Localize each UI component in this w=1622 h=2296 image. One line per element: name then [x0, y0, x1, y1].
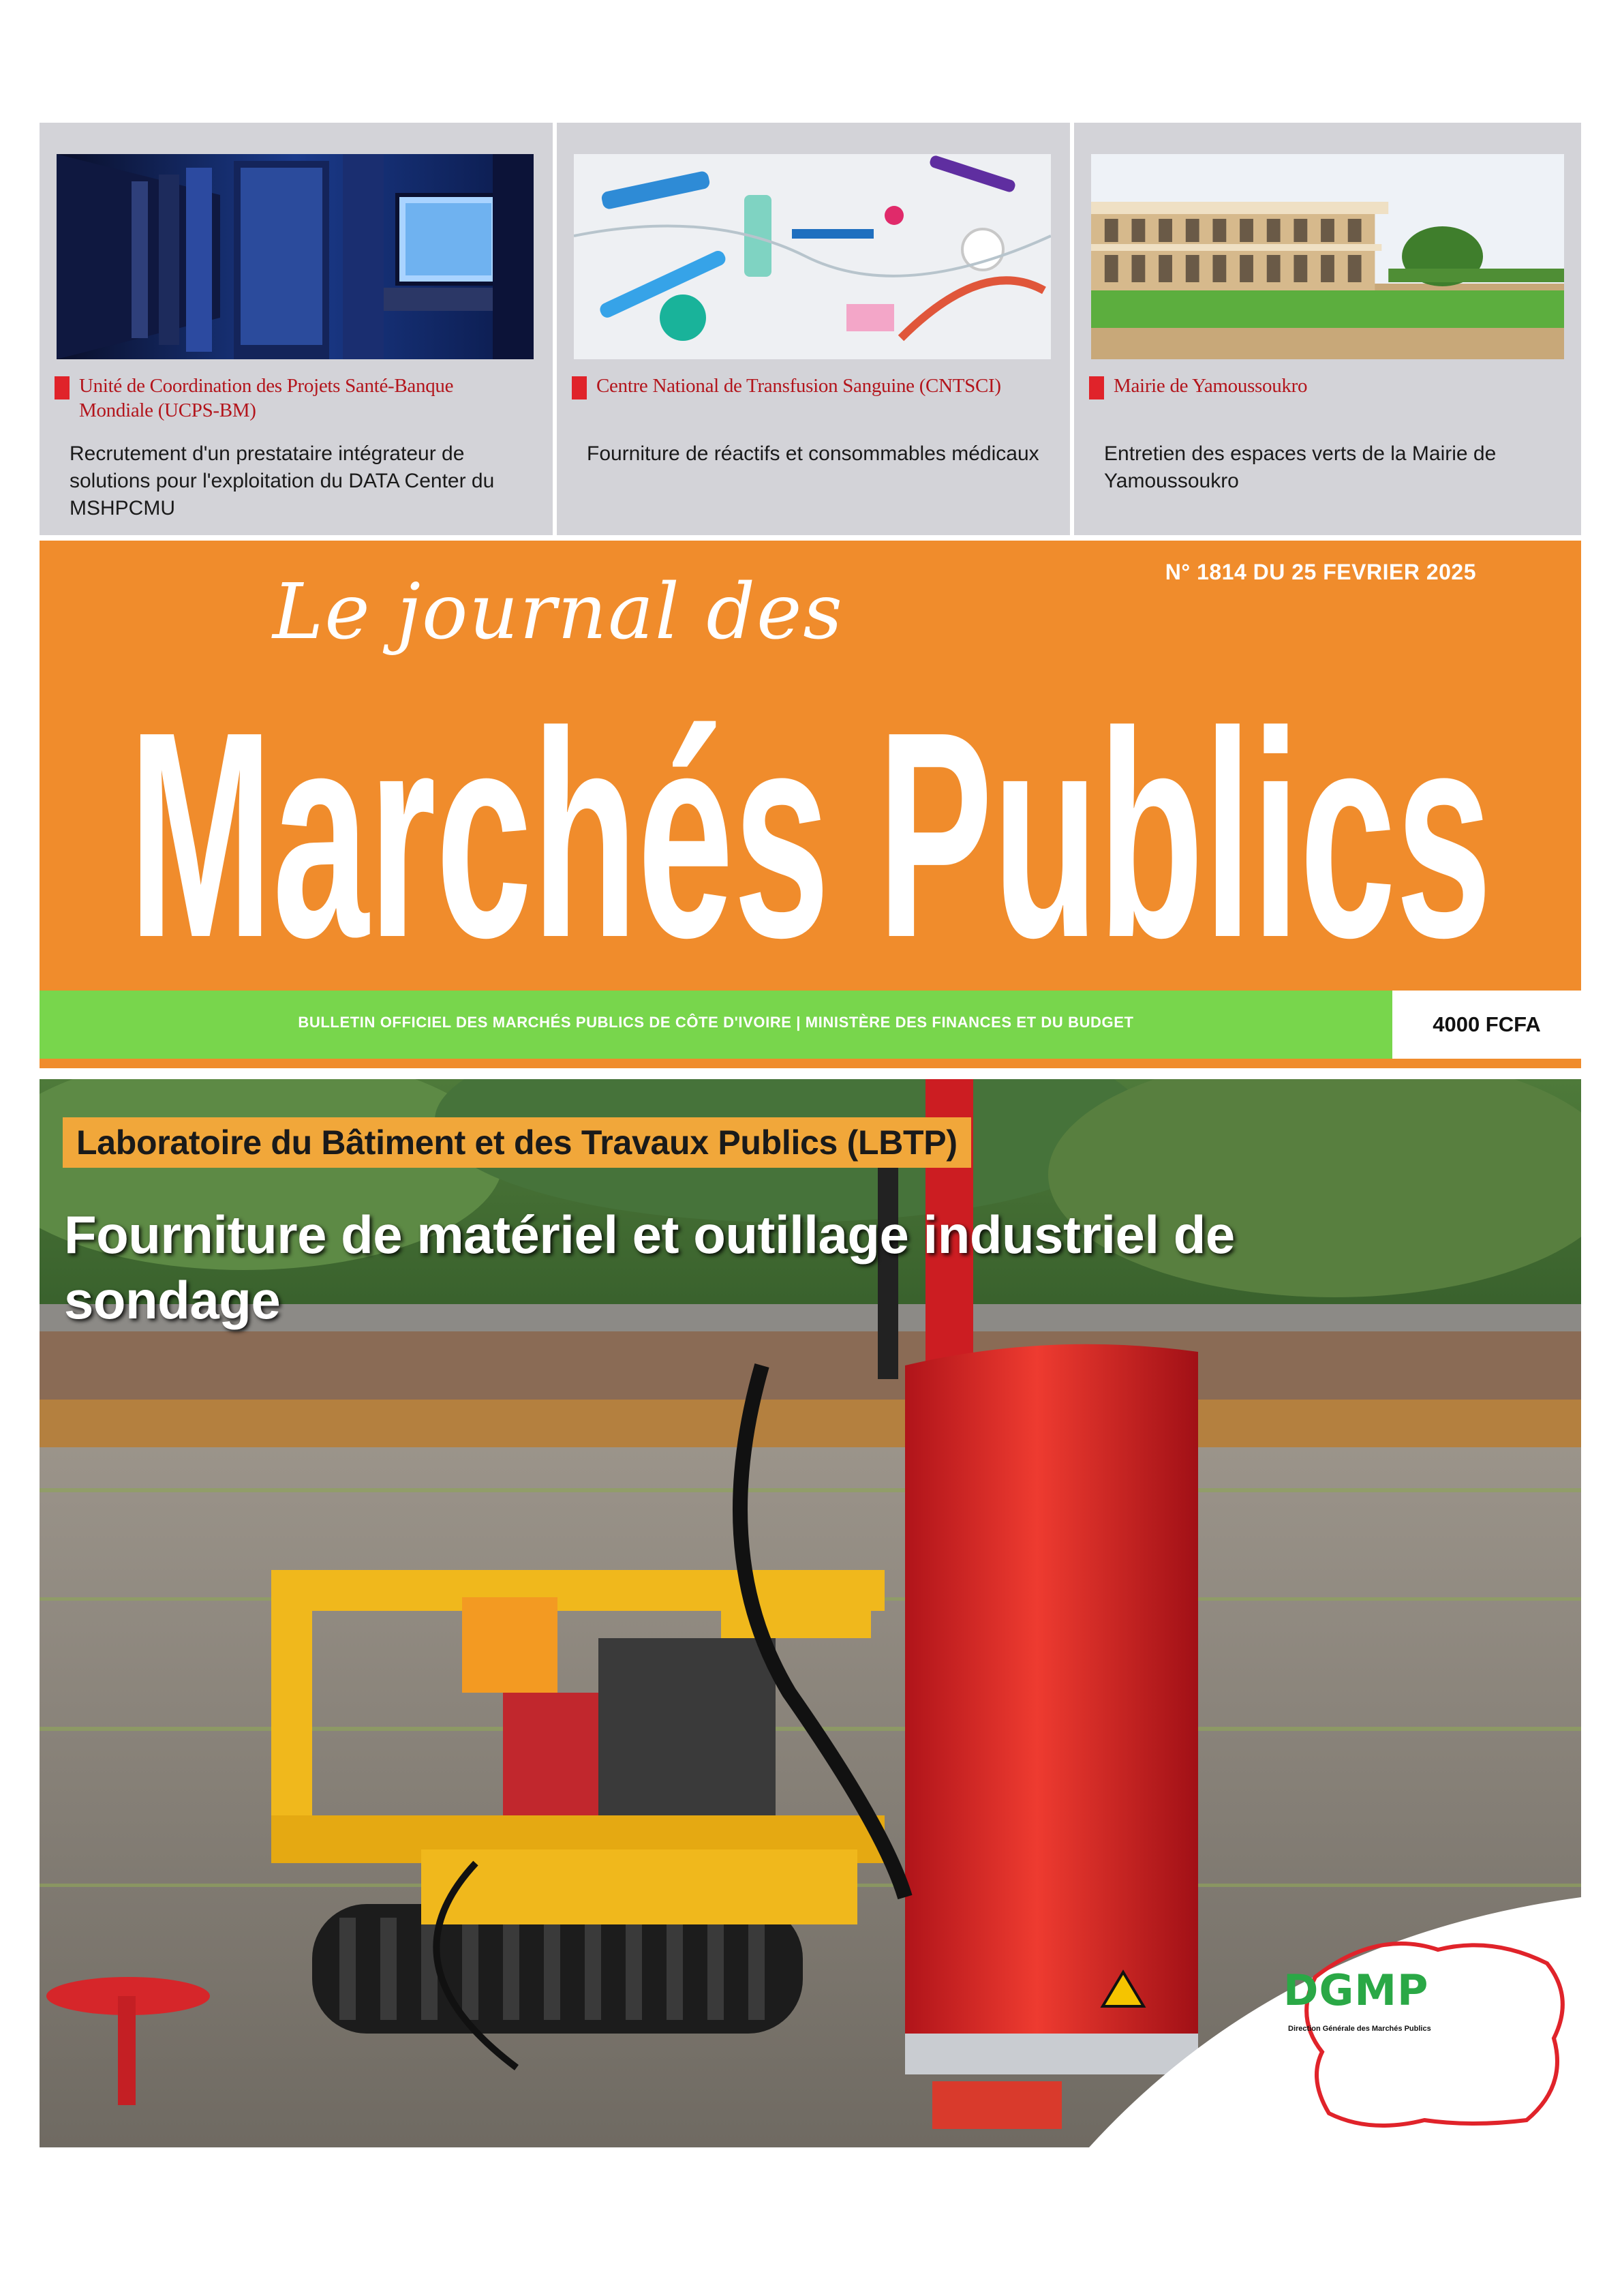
strapline: BULLETIN OFFICIEL DES MARCHÉS PUBLICS DE CÔTE D'IVOIRE | MINISTÈRE DES FINANCES ET DU BUDGET: [298, 1014, 1134, 1031]
teaser-org-name: Mairie de Yamoussoukro: [1114, 375, 1308, 397]
teaser-description: Recrutement d'un prestataire intégrateur de solutions pour l'exploitation du DATA Center du MSHPCMU: [70, 442, 495, 519]
feature-org-tag: [63, 1117, 971, 1168]
teaser-card-mairie[interactable]: [1074, 123, 1581, 535]
teaser-org-label: [572, 374, 1049, 399]
teaser-card-ucps[interactable]: [40, 123, 553, 535]
masthead: [40, 541, 1581, 991]
masthead-title-svg: [40, 541, 1581, 991]
strapline-bar: [40, 991, 1392, 1059]
teaser-description: Entretien des espaces verts de la Mairie de Yamoussoukro: [1104, 442, 1497, 492]
teaser-org-label: [55, 374, 532, 423]
teaser-org-name: Centre National de Transfusion Sanguine (CNTSCI): [596, 375, 1001, 397]
red-square-icon: [55, 376, 70, 399]
town-hall-photo: [1091, 154, 1564, 359]
feature-headline: Fourniture de matériel et outillage industriel de sondage: [64, 1205, 1235, 1330]
price: 4000 FCFA: [1433, 1012, 1541, 1036]
medical-supplies-photo: [574, 154, 1051, 359]
datacenter-photo: [57, 154, 534, 359]
teaser-org-label: [1089, 374, 1566, 399]
orange-divider: [40, 1059, 1581, 1068]
feature-org-name: Laboratoire du Bâtiment et des Travaux Publics (LBTP): [76, 1123, 958, 1162]
teaser-org-name: Unité de Coordination des Projets Santé-Banque Mondiale (UCPS-BM): [79, 375, 454, 421]
dgmp-logo: [1268, 1922, 1622, 2147]
dgmp-acronym: DGMP: [1283, 1965, 1429, 2015]
teaser-card-cntsci[interactable]: [557, 123, 1070, 535]
cote-divoire-map-outline: [1268, 1922, 1622, 2147]
issue-number: N° 1814 DU 25 FEVRIER 2025: [1165, 560, 1476, 584]
masthead-journal-des: Le journal des: [273, 568, 844, 656]
red-square-icon: [1089, 376, 1104, 399]
dgmp-subtitle: Direction Générale des Marchés Publics: [1288, 2025, 1431, 2033]
red-square-icon: [572, 376, 587, 399]
masthead-title: Marchés Publics: [129, 671, 1492, 991]
teaser-description: Fourniture de réactifs et consommables médicaux: [587, 442, 1039, 465]
price-box: [1392, 991, 1581, 1059]
